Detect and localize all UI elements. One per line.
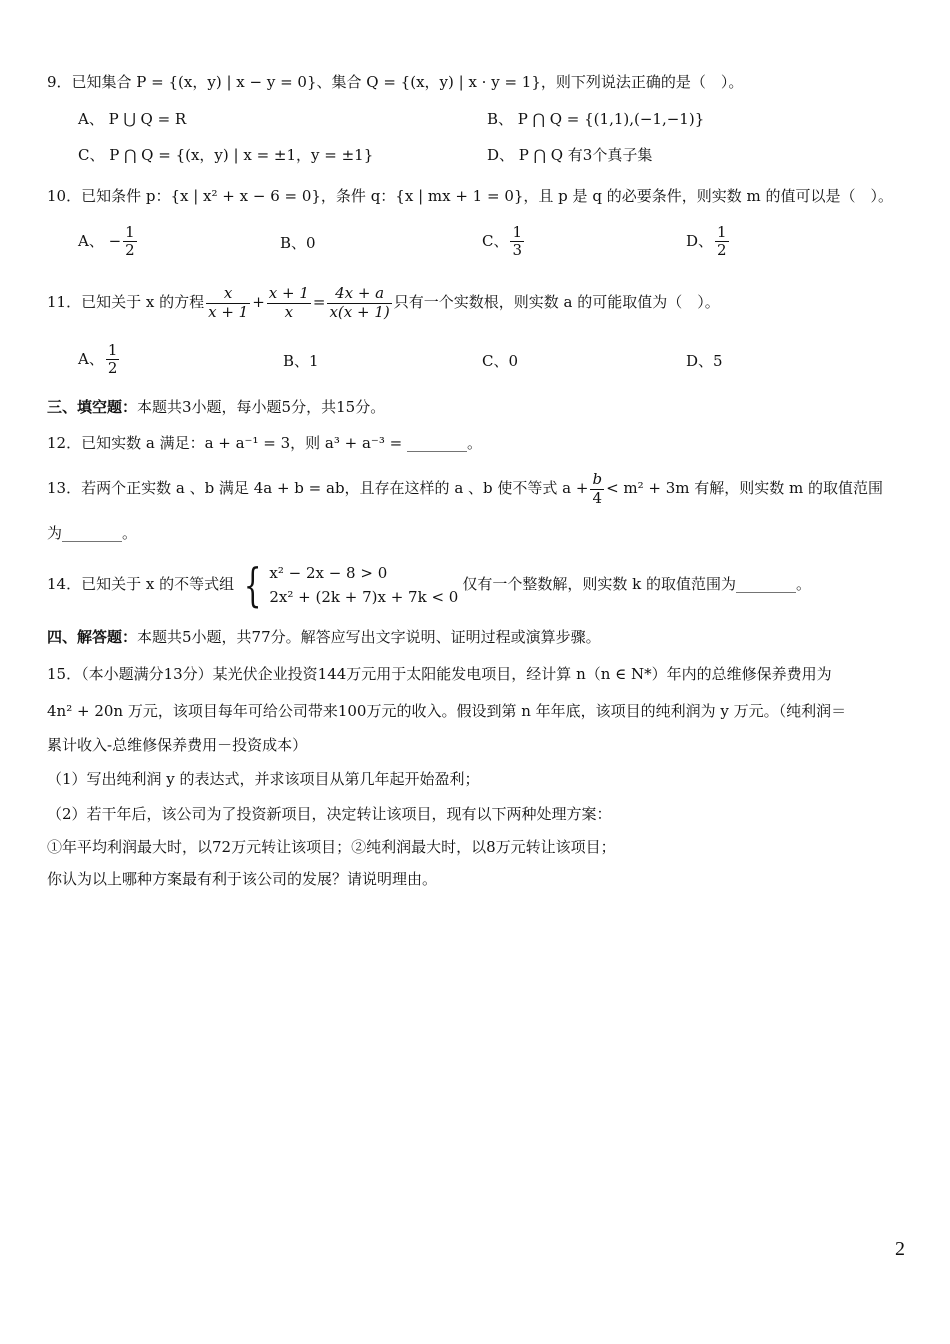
q11-option-d: D、5	[686, 352, 723, 370]
q15-part-1: （1）写出纯利润 y 的表达式，并求该项目从第几年起开始盈利；	[47, 770, 480, 788]
q11-fraction-3	[327, 285, 391, 321]
q11-option-a-label: A、	[78, 349, 104, 368]
fraction-denominator: x(x + 1)	[329, 302, 390, 321]
section-3-title: 三、填空题：	[47, 398, 138, 416]
fraction-numerator: x + 1	[268, 284, 309, 303]
q14-stem-pre: 14．已知关于 x 的不等式组	[47, 575, 235, 593]
q11-fraction-2	[267, 285, 311, 321]
q13-stem-line2: 为________。	[47, 524, 138, 542]
q11-option-a-fraction	[106, 342, 120, 378]
q10-option-a-fraction	[123, 224, 137, 260]
q15-line-1: 15．（本小题满分13分）某光伏企业投资144万元用于太阳能发电项目，经计算 n（n ∈ N*）年内的总维修保养费用为	[47, 665, 832, 683]
q13-stem-pre: 13．若两个正实数 a 、b 满足 4a + b = ab，且存在这样的 a 、b 使不等式 a +	[47, 479, 589, 497]
q10-option-a	[78, 224, 139, 260]
fraction-numerator: x	[206, 285, 250, 303]
fraction-denominator: 3	[512, 241, 523, 260]
q14-stem-post: 仅有一个整数解，则实数 k 的取值范围为________。	[462, 575, 811, 593]
q9-option-a: A、 P ⋃ Q = R	[78, 110, 187, 128]
section-4-desc: 本题共5小题，共77分。解答应写出文字说明、证明过程或演算步骤。	[137, 628, 601, 646]
q10-option-c	[482, 224, 526, 260]
q11-option-a	[78, 342, 121, 378]
section-3-heading	[47, 397, 385, 417]
q10-option-a-label: A、 −	[78, 231, 122, 250]
left-brace-icon: {	[243, 558, 262, 612]
fraction-denominator: x	[284, 302, 294, 321]
fraction-numerator: 1	[125, 223, 135, 241]
fraction-denominator: 2	[107, 359, 118, 378]
q13-stem-post: < m² + 3m 有解，则实数 m 的取值范围	[606, 479, 884, 497]
section-3-desc: 本题共3小题，每小题5分，共15分。	[137, 398, 386, 416]
q9-option-d: D、 P ⋂ Q 有3个真子集	[487, 146, 653, 164]
q14-system-rows	[269, 561, 458, 609]
fraction-denominator: 2	[717, 241, 727, 260]
q12-stem: 12．已知实数 a 满足：a + a⁻¹ = 3，则 a³ + a⁻³ = ________。	[47, 434, 482, 452]
q10-option-c-fraction	[510, 224, 524, 260]
fraction-denominator: 2	[125, 241, 135, 260]
section-4-title: 四、解答题：	[47, 628, 138, 646]
q10-option-d	[686, 224, 731, 260]
q11-stem	[47, 282, 720, 322]
q14-row-1: x² − 2x − 8 > 0	[269, 564, 388, 582]
q9-option-b: B、 P ⋂ Q = {(1,1),(−1,−1)}	[487, 110, 705, 128]
q10-stem: 10．已知条件 p：{x | x² + x − 6 = 0}，条件 q：{x | mx + 1 = 0}，且 p 是 q 的必要条件，则实数 m 的值可以是（ ）。	[47, 187, 893, 205]
fraction-denominator: 4	[592, 488, 603, 507]
page-number: 2	[895, 1238, 905, 1260]
q11-stem-post: 只有一个实数根，则实数 a 的可能取值为（ ）。	[393, 293, 720, 311]
fraction-numerator: 1	[512, 223, 523, 241]
q11-option-c: C、0	[482, 352, 519, 370]
fraction-numerator: 1	[107, 341, 118, 359]
fraction-numerator: 1	[717, 223, 727, 241]
q11-option-b: B、1	[283, 352, 319, 370]
q15-part-2: （2）若干年后，该公司为了投资新项目，决定转让该项目，现有以下两种处理方案：	[47, 805, 612, 823]
q15-line-2: 4n² + 20n 万元，该项目每年可给公司带来100万元的收入。假设到第 n 年年底，该项目的纯利润为 y 万元。（纯利润＝	[47, 702, 847, 720]
q13-stem	[47, 468, 883, 508]
fraction-numerator: b	[592, 470, 603, 489]
q11-stem-pre: 11．已知关于 x 的方程	[47, 293, 205, 311]
q14-stem	[47, 556, 811, 612]
fraction-numerator: 4x + a	[327, 285, 391, 303]
q10-option-d-fraction	[715, 224, 729, 260]
q11-plus: +	[252, 293, 265, 311]
q15-option-list: ①年平均利润最大时，以72万元转让该项目；②纯利润最大时，以8万元转让该项目；	[47, 838, 616, 856]
section-4-heading	[47, 627, 601, 647]
q9-option-c: C、 P ⋂ Q = {(x，y) | x = ±1，y = ±1}	[78, 146, 374, 164]
q15-question: 你认为以上哪种方案最有利于该公司的发展？请说明理由。	[47, 870, 438, 888]
q15-line-3: 累计收入-总维修保养费用－投资成本）	[47, 736, 308, 754]
q13-fraction	[590, 471, 604, 507]
q14-inequality-system	[238, 558, 459, 612]
q10-option-c-label: C、	[482, 231, 509, 250]
q11-equals: =	[312, 293, 326, 311]
q10-option-b: B、0	[280, 234, 316, 252]
fraction-denominator: x + 1	[208, 302, 249, 321]
q14-row-2: 2x² + (2k + 7)x + 7k < 0	[269, 588, 459, 606]
q10-option-d-label: D、	[686, 231, 714, 250]
q11-fraction-1	[206, 285, 250, 321]
q9-stem: 9．已知集合 P = {(x，y) | x − y = 0}、集合 Q = {(x，y) | x · y = 1}，则下列说法正确的是（ ）。	[47, 73, 744, 91]
